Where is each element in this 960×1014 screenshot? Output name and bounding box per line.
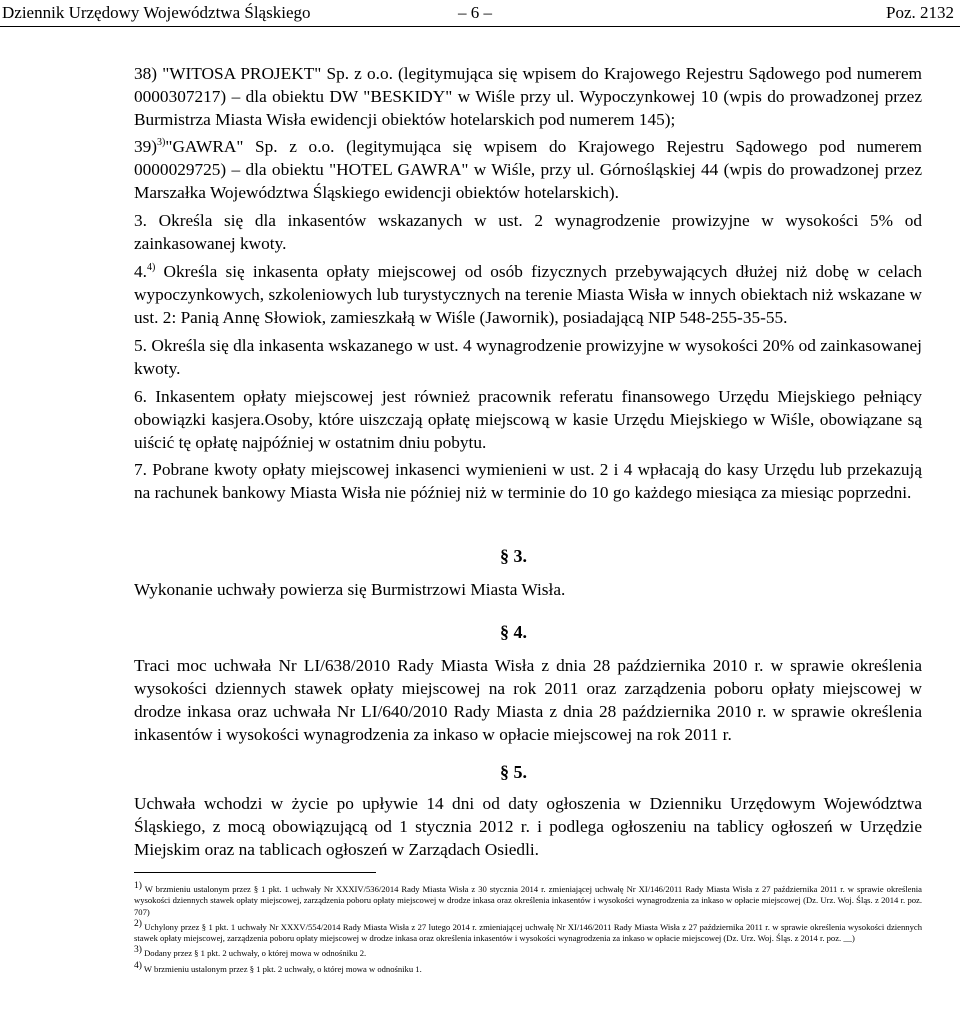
footnote-ref: 3) [157,137,166,149]
paragraph-number: 7. [134,460,147,479]
paragraph-text: Określa się dla inkasentów wskazanych w ust. 2 wynagrodzenie prowizyjne w wysokości 5% od zainkasowanej kwoty. [134,211,922,253]
paragraph-number: 4. [134,262,147,281]
paragraph-7 [134,458,922,504]
footnote-text: Uchylony przez § 1 pkt. 1 uchwały Nr XXXV/554/2014 Rady Miasta Wisła z 27 lutego 2014 r. zmieniającej uchwałę Nr XI/146/2011 Rady Miasta Wisła z 27 października 2011 r. w sprawie określenia wysokości dziennych stawek opłaty miejscowej, zarządzenia poboru opłaty miejscowej w drodze inkasa oraz określenia inkasentów i wysokości wynagrodzenia za inkaso w opłacie miejscowej (Dz. Urz. Woj. Śląs. z 2014 r. poz. __) [134,921,922,944]
paragraph-4 [134,260,922,329]
paragraph-5 [134,334,922,380]
item-text: "GAWRA" Sp. z o.o. (legitymująca się wpisem do Krajowego Rejestru Sądowego pod numerem 0000029725) – dla obiektu "HOTEL GAWRA" w Wiśle, przy ul. Górnośląskiej 44 (wpis do prowadzonej przez Marszałka Województwa Śląskiego ewidencji obiektów hotelarskich). [134,137,922,202]
footnotes [134,881,922,979]
footnote-number: 1) [134,881,142,892]
header-rule [0,26,960,27]
section-heading-3: § 3. [500,546,527,566]
section-heading-4: § 4. [500,622,527,642]
journal-title: Dziennik Urzędowy Województwa Śląskiego [2,3,311,22]
footnote-1 [134,881,922,918]
footnote-text: W brzmieniu ustalonym przez § 1 pkt. 1 uchwały Nr XXXIV/536/2014 Rady Miasta Wisła z 30 stycznia 2014 r. zmieniającej uchwałę Nr XI/146/2011 Rady Miasta Wisła z 27 października 2011 r. w sprawie określenia wysokości dziennych stawek opłaty miejscowej, zarządzenia poboru opłaty miejscowej w drodze inkasa oraz określenia inkasentów i wysokości wynagrodzenia za inkaso w opłacie miejscowej (Dz. Urz. Woj. Śląs. z 2014 r. poz. 707) [134,884,922,917]
footnote-text: Dodany przez § 1 pkt. 2 uchwały, o której mowa w odnośniku 2. [141,948,367,959]
item-text: "WITOSA PROJEKT" Sp. z o.o. (legitymująca się wpisem do Krajowego Rejestru Sądowego pod numerem 0000307217) – dla obiektu DW "BESKIDY" w Wiśle przy ul. Wypoczynkowej 10 (wpis do prowadzonej przez Burmistrza Miasta Wisła ewidencji obiektów hotelarskich pod numerem 145); [134,64,922,129]
footnote-number: 3) [134,945,142,956]
footnote-3 [134,945,922,959]
footnote-4 [134,960,922,975]
item-number: 38) [134,64,158,83]
list-item-38 [134,62,922,131]
paragraph-text: Pobrane kwoty opłaty miejscowej inkasenci wymienieni w ust. 2 i 4 wpłacają do kasy Urzędu lub przekazują na rachunek bankowy Miasta Wisła nie później niż w terminie do 10 go każdego miesiąca za miesiąc poprzedni. [134,460,922,502]
paragraph-text: Określa się dla inkasenta wskazanego w ust. 4 wynagrodzenie prowizyjne w wysokości 20% od zainkasowanej kwoty. [134,336,922,378]
footnote-number: 2) [134,919,142,930]
paragraph-3 [134,209,922,255]
position-number: Poz. 2132 [886,3,954,22]
section-3-text: Wykonanie uchwały powierza się Burmistrzowi Miasta Wisła. [134,580,566,599]
list-item-39 [134,135,922,204]
section-heading-5: § 5. [500,762,527,782]
paragraph-number: 5. [134,336,147,355]
footnote-rule [134,872,376,873]
footnote-text: W brzmieniu ustalonym przez § 1 pkt. 2 uchwały, o której mowa w odnośniku 1. [141,963,422,974]
footnote-number: 4) [134,960,142,971]
paragraph-text: Określa się inkasenta opłaty miejscowej od osób fizycznych przebywających dłużej niż dobę w celach wypoczynkowych, szkoleniowych lub turystycznych na terenie Miasta Wisła w innych obiektach niż wskazane w ust. 2: Panią Annę Słowiok, zamieszkałą w Wiśle (Jawornik), posiadającą NIP 548-255-35-55. [134,262,922,327]
section-4-text: Traci moc uchwała Nr LI/638/2010 Rady Miasta Wisła z dnia 28 października 2010 r. w sprawie określenia wysokości dziennych stawek opłaty miejscowej na rok 2011 oraz zarządzenia poboru opłaty miejscowej w drodze inkasa oraz uchwała Nr LI/640/2010 Rady Miasta z dnia 28 października 2010 r. w sprawie określenia inkasentów i wysokości wynagrodzenia za inkaso w opłacie miejscowej na rok 2011 r. [134,656,922,744]
paragraph-text: Inkasentem opłaty miejscowej jest również pracownik referatu finansowego Urzędu Miejskiego pełniący obowiązki kasjera.Osoby, które uiszczają opłatę miejscową w kasie Urzędu Miejskiego w Wiśle, obowiązane są uiścić tę opłatę najpóźniej w ostatnim dniu pobytu. [134,387,922,452]
item-number: 39) [134,137,158,156]
paragraph-number: 6. [134,387,147,406]
footnote-2 [134,919,922,945]
section-5-text: Uchwała wchodzi w życie po upływie 14 dni od daty ogłoszenia w Dzienniku Urzędowym Województwa Śląskiego, z mocą obowiązującą od 1 stycznia 2012 r. i podlega ogłoszeniu na tablicy ogłoszeń w Urzędzie Miejskim oraz na tablicach ogłoszeń w Zarządach Osiedli. [134,794,922,859]
page-number: – 6 – [458,3,492,22]
footnote-ref: 4) [146,262,156,274]
paragraph-number: 3. [134,211,147,230]
page-header [0,0,960,28]
paragraph-6 [134,385,922,454]
